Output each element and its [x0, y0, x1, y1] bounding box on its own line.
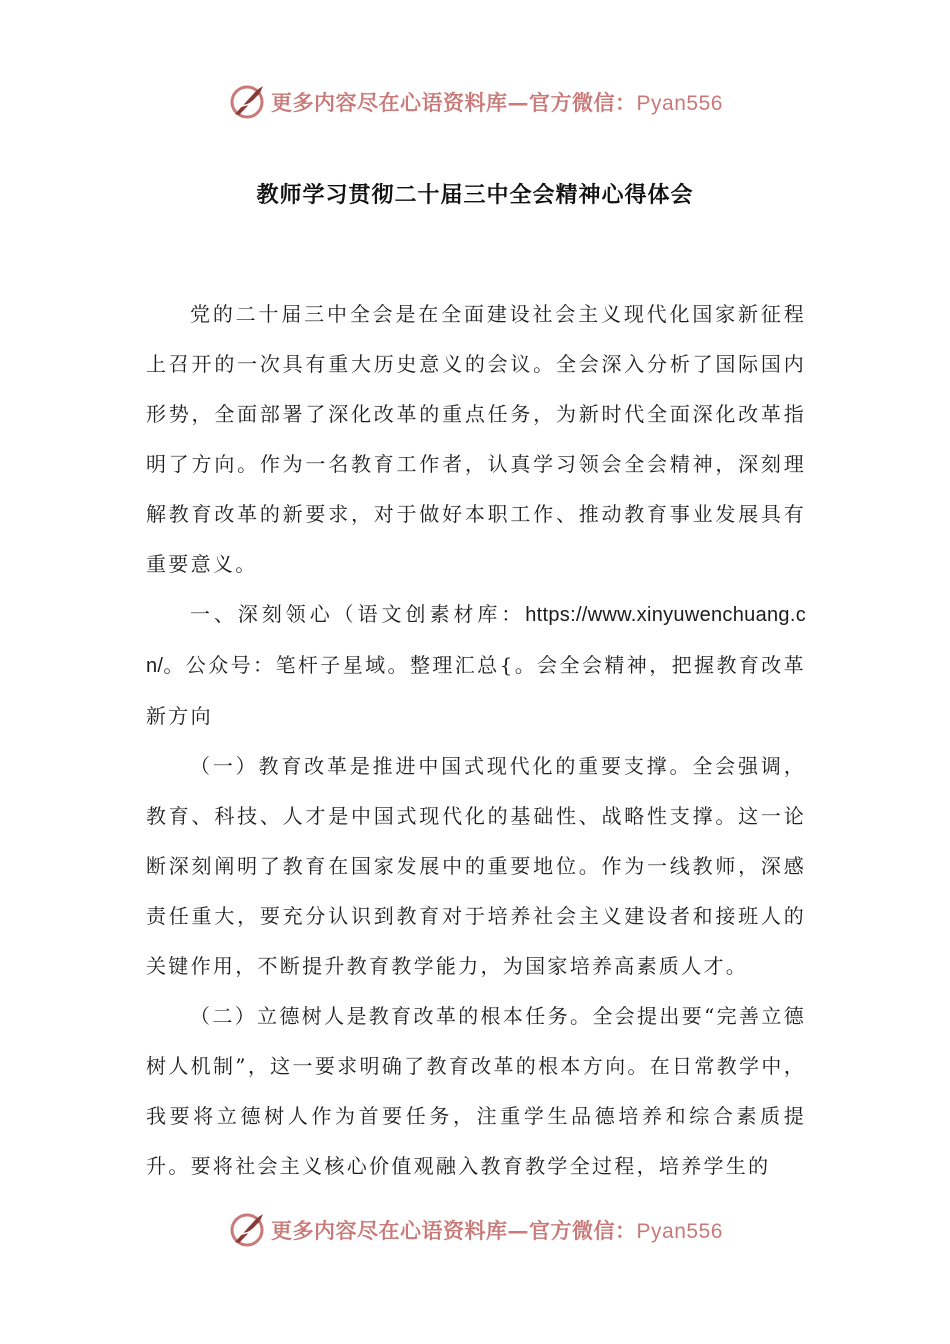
paragraph-intro: 党的二十届三中全会是在全面建设社会主义现代化国家新征程上召开的一次具有重大历史意义的会议。全会深入分析了国际国内形势，全面部署了深化改革的重点任务，为新时代全面深化改革指明了方向。作为一名教育工作者，认真学习领会全会精神，深刻理解教育改革的新要求，对于做好本职工作、推动教育事业发展具有重要意义。: [146, 302, 806, 576]
source-url-text: https://www.xinyuwenchuang.cn/: [146, 604, 806, 677]
quill-logo-icon: [227, 82, 267, 122]
quill-logo-icon: [227, 1210, 267, 1250]
header-banner: [0, 80, 950, 124]
paragraph-point-one: （一）教育改革是推进中国式现代化的重要支撑。全会强调，教育、科技、人才是中国式现代化的基础性、战略性支撑。这一论断深刻阐明了教育在国家发展中的重要地位。作为一线教师，深感责任重大，要充分认识到教育对于培养社会主义建设者和接班人的关键作用，不断提升教育教学能力，为国家培养高素质人才。: [146, 754, 806, 978]
footer-banner: [0, 1208, 950, 1252]
paragraph-point-two: （二）立德树人是教育改革的根本任务。全会提出要“完善立德树人机制”，这一要求明确了教育改革的根本方向。在日常教学中，我要将立德树人作为首要任务，注重学生品德培养和综合素质提升。要将社会主义核心价值观融入教育教学全过程，培养学生的: [146, 1004, 806, 1178]
paragraph-section-heading: 一、深刻领心（语文创素材库：https://www.xinyuwenchuang.cn/。公众号：笔杆子星域。整理汇总{。会全会精神，把握教育改革新方向: [146, 602, 806, 728]
document-body: [146, 289, 806, 1191]
banner-text: 更多内容尽在心语资料库—官方微信：Pyan556: [271, 1218, 723, 1243]
document-title: 教师学习贯彻二十届三中全会精神心得体会: [256, 183, 694, 208]
banner-text: 更多内容尽在心语资料库—官方微信：Pyan556: [271, 90, 723, 115]
